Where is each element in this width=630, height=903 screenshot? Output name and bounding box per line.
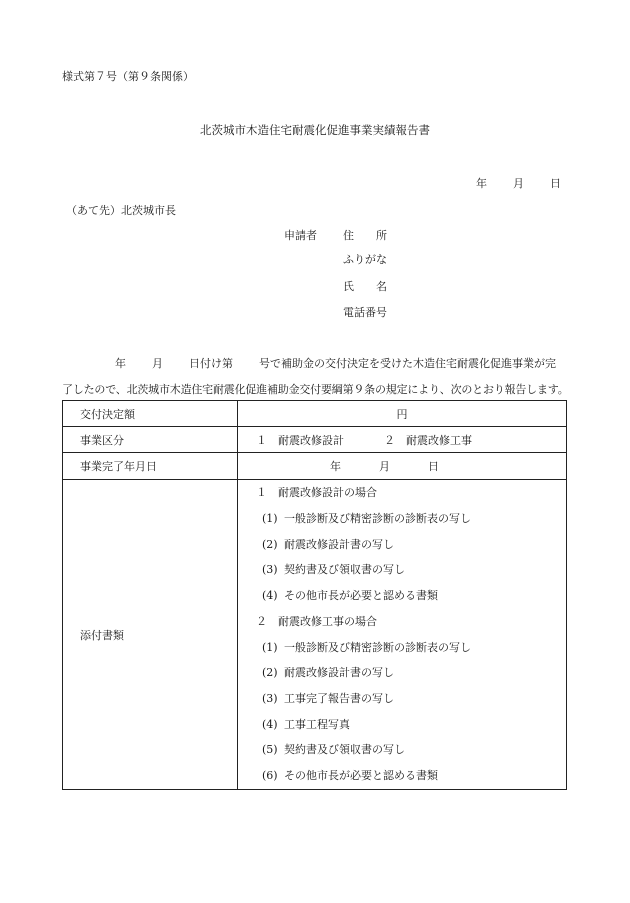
category-design: １ 耐震改修設計 xyxy=(256,433,344,447)
item-number: (2) xyxy=(262,666,278,680)
item-text: 契約書及び領収書の写し xyxy=(284,563,405,577)
category-cell xyxy=(238,427,567,453)
item-text: 工事工程写真 xyxy=(284,717,350,731)
document-title: 北茨城市木造住宅耐震化促進事業実績報告書 xyxy=(200,123,430,137)
list-item xyxy=(238,635,566,661)
body-text-line-2: 了したので、北茨城市木造住宅耐震化促進補助金交付要綱第９条の規定により、次のとおり報告します。 xyxy=(62,383,569,396)
item-text: 耐震改修設計書の写し xyxy=(284,666,394,680)
completion-day: 日 xyxy=(428,460,439,473)
item-number: (6) xyxy=(262,768,278,782)
table-row-category xyxy=(63,427,567,453)
body-rest: 号で補助金の交付決定を受けた木造住宅耐震化促進事業が完 xyxy=(259,357,556,370)
completion-label: 事業完了年月日 xyxy=(63,453,238,480)
category-label: 事業区分 xyxy=(63,427,238,453)
completion-month: 月 xyxy=(379,460,390,473)
item-text: 一般診断及び精密診断の診断表の写し xyxy=(284,640,471,654)
item-number: (1) xyxy=(262,512,278,526)
list-item xyxy=(238,583,566,609)
applicant-name-label: 氏 名 xyxy=(343,280,387,293)
work-heading: ２ 耐震改修工事の場合 xyxy=(256,614,377,628)
item-text: 契約書及び領収書の写し xyxy=(284,743,405,757)
item-text: その他市長が必要と認める書類 xyxy=(284,768,438,782)
list-item xyxy=(238,506,566,532)
item-number: (4) xyxy=(262,717,278,731)
item-number: (1) xyxy=(262,640,278,654)
table-row-docs xyxy=(63,480,567,790)
list-item xyxy=(238,660,566,686)
body-text-line-1 xyxy=(115,355,556,371)
list-item xyxy=(238,532,566,558)
addressee: （あて先）北茨城市長 xyxy=(66,204,176,217)
item-number: (5) xyxy=(262,743,278,757)
design-heading: １ 耐震改修設計の場合 xyxy=(256,486,377,500)
list-item xyxy=(238,737,566,763)
report-table xyxy=(62,400,567,790)
report-date xyxy=(476,175,561,191)
docs-cell xyxy=(238,480,567,790)
list-item xyxy=(238,557,566,583)
item-text: 工事完了報告書の写し xyxy=(284,691,394,705)
table-row-grant xyxy=(63,401,567,427)
date-day: 日 xyxy=(550,177,561,190)
list-item xyxy=(238,712,566,738)
applicant-label: 申請者 xyxy=(284,229,317,242)
grant-label: 交付決定額 xyxy=(63,401,238,427)
body-year: 年 xyxy=(115,357,126,370)
form-number: 様式第７号（第９条関係） xyxy=(62,70,194,83)
category-work: ２ 耐震改修工事 xyxy=(384,433,472,447)
item-number: (2) xyxy=(262,537,278,551)
item-text: 一般診断及び精密診断の診断表の写し xyxy=(284,512,471,526)
date-year: 年 xyxy=(476,177,487,190)
body-day: 日付け第 xyxy=(189,357,233,370)
completion-year: 年 xyxy=(330,460,341,473)
grant-unit: 円 xyxy=(396,407,408,421)
list-item xyxy=(238,763,566,789)
table-row-completion xyxy=(63,453,567,480)
list-item xyxy=(238,686,566,712)
body-month: 月 xyxy=(152,357,163,370)
applicant-phone-label: 電話番号 xyxy=(343,306,387,319)
applicant-address-label: 住 所 xyxy=(343,229,387,242)
date-month: 月 xyxy=(513,177,524,190)
item-number: (4) xyxy=(262,589,278,603)
grant-amount-cell xyxy=(238,401,567,427)
item-text: 耐震改修設計書の写し xyxy=(284,537,394,551)
applicant-furigana-label: ふりがな xyxy=(343,253,387,266)
docs-label: 添付書類 xyxy=(63,480,238,790)
completion-date-cell xyxy=(238,453,567,480)
item-text: その他市長が必要と認める書類 xyxy=(284,589,438,603)
item-number: (3) xyxy=(262,563,278,577)
item-number: (3) xyxy=(262,691,278,705)
